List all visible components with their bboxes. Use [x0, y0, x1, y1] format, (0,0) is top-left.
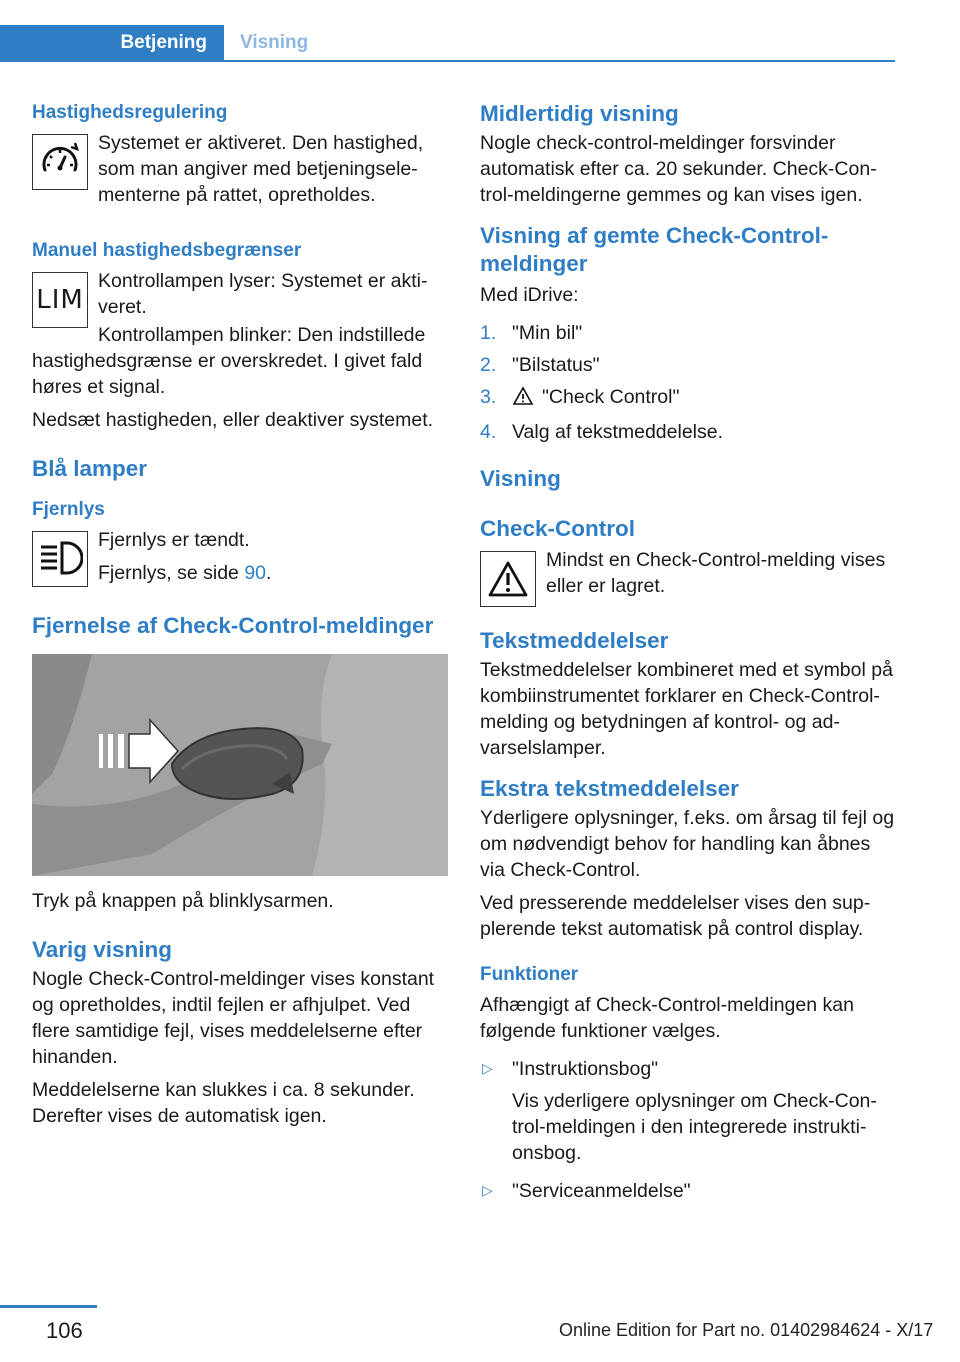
left-column	[32, 100, 448, 1136]
high-beam-text-1: Fjernlys er tændt.	[98, 529, 250, 551]
temporary-display-text: Nogle check-control-meldinger forsvinder automatisk efter ca. 20 sekunder. Check-Control-meldingerne gemmes og kan vises igen.	[480, 132, 877, 206]
tab-betjening[interactable]	[0, 25, 224, 62]
press-button-text: Tryk på knappen på blinklysarmen.	[32, 890, 334, 912]
with-idrive-text: Med iDrive:	[480, 284, 579, 306]
right-column	[480, 100, 895, 1210]
page-header	[0, 0, 895, 62]
permanent-display-text-2: Meddelelserne kan slukkes i ca. 8 sekunder. Derefter vises de automatisk igen.	[32, 1079, 415, 1127]
check-control-text: Mindst en Check-Control-melding vises eller er lagret.	[546, 549, 886, 597]
high-beam-heading: Fjernlys	[32, 499, 105, 520]
cruise-control-block	[32, 130, 448, 208]
speed-limiter-block	[32, 268, 448, 324]
functions-list	[480, 1056, 895, 1204]
permanent-display-heading: Varig visning	[32, 937, 173, 962]
text-messages-heading: Tekstmeddelelser	[480, 628, 669, 653]
step-item[interactable]: 4. Valg af tekstmeddelelse.	[480, 421, 724, 443]
speed-limiter-text-2-start	[32, 322, 448, 400]
function-item-service-request[interactable]: ▷ "Serviceanmeldelse"	[482, 1180, 691, 1202]
warning-icon	[480, 551, 536, 607]
speed-limiter-heading: Manuel hastighedsbegrænser	[32, 240, 302, 261]
functions-heading: Funktioner	[480, 964, 579, 985]
header-rule	[0, 60, 895, 62]
high-beam-icon	[32, 531, 88, 587]
turn-signal-lever-illustration	[32, 654, 448, 876]
show-saved-messages-heading: Visning af gemte Check-Control-meldinger	[480, 223, 829, 276]
remove-messages-heading: Fjernelse af Check-Control-meldinger	[32, 613, 434, 638]
blue-lamps-heading: Blå lamper	[32, 456, 148, 481]
high-beam-text-2: Fjernlys, se side 90.	[98, 562, 272, 584]
text-messages-text: Tekstmeddelelser kombineret med et symbol på kombiinstrumentet forklarer en Check-Control-melding og betydningen af kontrol- og advarselslamper.	[480, 659, 893, 759]
high-beam-block	[32, 527, 448, 586]
check-control-block	[480, 547, 895, 603]
function-item-owners-manual[interactable]: ▷ "Instruktionsbog" Vis yderligere oplysninger om Check-Control-meldingen i den integrerede instruktionsbog.	[482, 1058, 877, 1164]
extra-text-messages-text-2: Ved presserende meddelelser vises den supplerende tekst automatisk på control display.	[480, 892, 871, 940]
tab-betjening-label: Betjening	[120, 32, 207, 53]
step-item[interactable]: 1. "Min bil"	[480, 322, 583, 344]
footer-rule	[0, 1305, 97, 1308]
functions-text: Afhængigt af Check-Control-meldingen kan følgende funktioner vælges.	[480, 994, 854, 1042]
edition-text: Online Edition for Part no. 01402984624 - X/17	[559, 1320, 934, 1340]
cruise-control-heading: Hastighedsregulering	[32, 102, 228, 123]
cruise-control-icon	[32, 134, 88, 190]
high-beam-page-link[interactable]: 90	[244, 562, 267, 584]
triangle-bullet-icon: ▷	[482, 1060, 493, 1076]
step-item[interactable]: 3. "Check Control"	[480, 384, 895, 413]
permanent-display-text-1: Nogle Check-Control-meldinger vises konstant og opretholdes, indtil fejlen er afhjulpet. Ved flere samtidige fejl, vises meddelelserne efter hinanden.	[32, 968, 435, 1068]
step-item[interactable]: 2. "Bilstatus"	[480, 354, 600, 376]
speed-limiter-text-1: Kontrollampen lyser: Systemet er aktiveret.	[98, 270, 428, 318]
page-number: 106	[46, 1318, 83, 1343]
warning-triangle-icon	[512, 386, 534, 413]
display-heading: Visning	[480, 466, 561, 491]
speed-limiter-text-3: Nedsæt hastigheden, eller deaktiver systemet.	[32, 409, 434, 431]
cruise-control-text: Systemet er aktiveret. Den hastighed, som man angiver med betjeningselementerne på rattet, opretholdes.	[98, 132, 424, 206]
tab-visning[interactable]: Visning	[240, 32, 309, 53]
extra-text-messages-heading: Ekstra tekstmeddelelser	[480, 776, 739, 801]
triangle-bullet-icon: ▷	[482, 1182, 493, 1198]
temporary-display-heading: Midlertidig visning	[480, 101, 679, 126]
check-control-heading: Check-Control	[480, 516, 636, 541]
idrive-steps	[480, 320, 895, 445]
extra-text-messages-text-1: Yderligere oplysninger, f.eks. om årsag til fejl og om nødvendigt behov for handling kan åbnes via Check-Control.	[480, 807, 895, 881]
speed-limiter-text-2: Kontrollampen blinker: Den indstillede hastighedsgrænse er overskredet. I givet fald høres et signal.	[32, 324, 426, 398]
lim-icon: LIM	[32, 272, 88, 328]
